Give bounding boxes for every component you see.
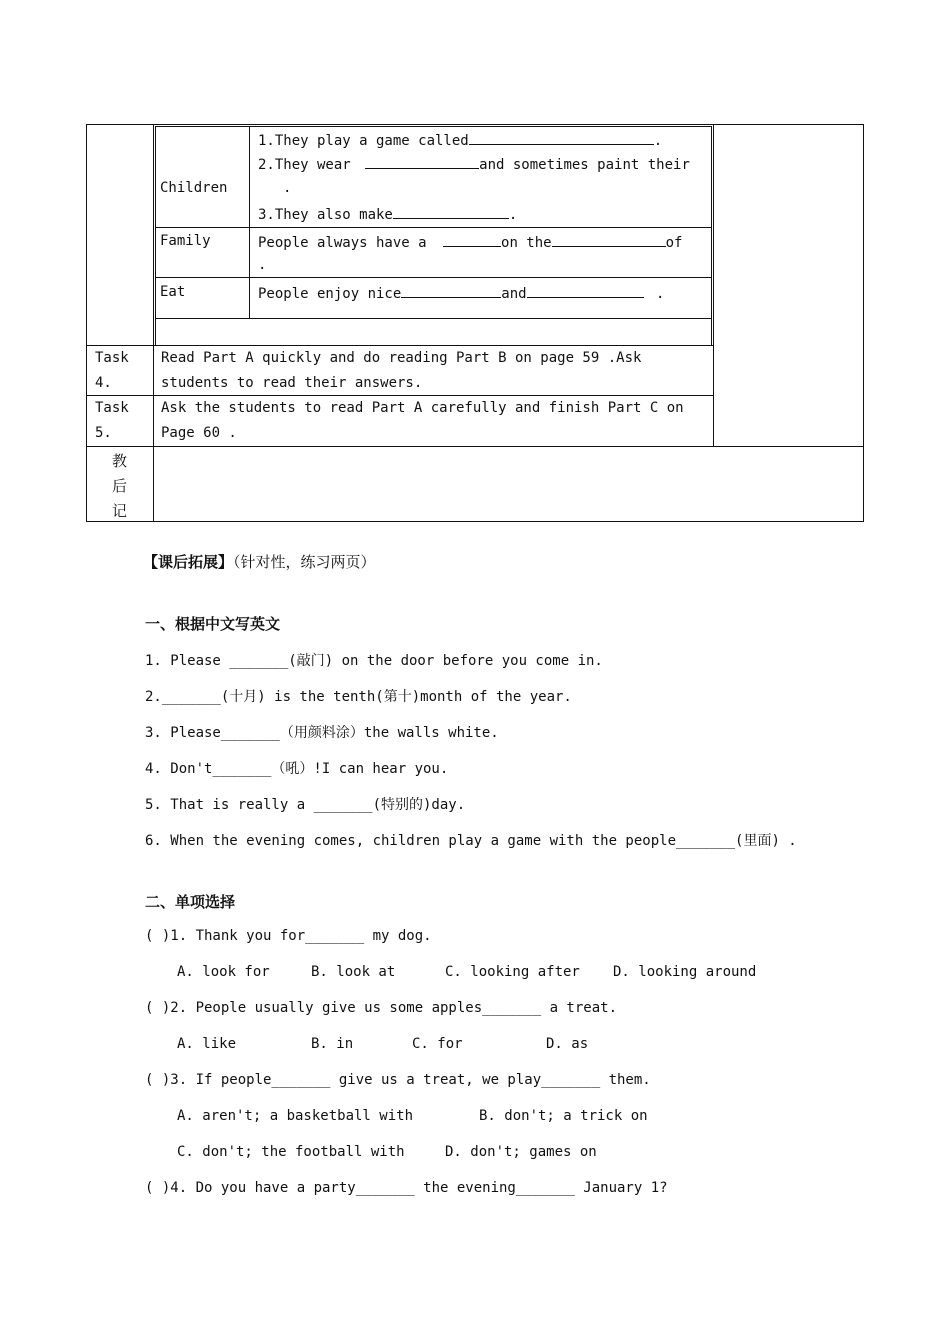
children-item-2-end: . xyxy=(283,180,292,196)
children-item-1: 1.They play a game called . xyxy=(258,133,663,149)
children-label: Children xyxy=(160,180,228,196)
section1-item-2: 2._______(十月) is the tenth(第十)month of the year. xyxy=(145,689,572,705)
section1-title: 一、根据中文写英文 xyxy=(145,615,281,633)
question-2-option-b[interactable]: B. in xyxy=(311,1036,354,1052)
question-1-option-c[interactable]: C. looking after xyxy=(445,964,580,980)
question-1-option-d[interactable]: D. looking around xyxy=(613,964,757,980)
question-3-option-a[interactable]: A. aren't; a basketball with xyxy=(177,1108,414,1124)
extension-heading xyxy=(143,551,376,572)
blank xyxy=(552,233,666,247)
task5-line-2: Page 60 . xyxy=(161,425,237,441)
question-1-option-b[interactable]: B. look at xyxy=(311,964,396,980)
task5-label: Task xyxy=(95,400,129,416)
extension-note: （针对性，练习两页） xyxy=(233,553,376,571)
question-4-stem: ( )4. Do you have a party_______ the evening_______ January 1? xyxy=(145,1180,668,1196)
reflection-char-2: 后 xyxy=(112,477,128,495)
blank xyxy=(393,205,509,219)
table-border-top xyxy=(86,124,864,125)
family-text-end: . xyxy=(258,257,267,273)
question-2-option-a[interactable]: A. like xyxy=(177,1036,237,1052)
reflection-char-3: 记 xyxy=(112,502,128,520)
question-3-option-d[interactable]: D. don't; games on xyxy=(445,1144,597,1160)
children-item-3: 3.They also make . xyxy=(258,207,518,223)
table-border-right xyxy=(863,124,864,522)
inner-row-divider-3 xyxy=(155,318,712,319)
inner-row-divider-1 xyxy=(155,227,712,228)
inner-table-right xyxy=(711,126,712,345)
question-3-option-c[interactable]: C. don't; the football with xyxy=(177,1144,405,1160)
task4-line-2: students to read their answers. xyxy=(161,375,423,391)
family-label: Family xyxy=(160,233,211,249)
row-divider-task4 xyxy=(86,345,714,346)
eat-label: Eat xyxy=(160,284,186,300)
family-text: People always have a on the of xyxy=(258,235,683,251)
inner-table-top xyxy=(155,126,712,127)
section2-title: 二、单项选择 xyxy=(145,893,236,911)
table-col-divider xyxy=(153,124,154,522)
section1-item-6: 6. When the evening comes, children play a game with the people_______(里面) . xyxy=(145,833,797,849)
task4-line-1: Read Part A quickly and do reading Part B on page 59 .Ask xyxy=(161,350,642,366)
question-1-option-a[interactable]: A. look for xyxy=(177,964,270,980)
blank xyxy=(527,284,644,298)
children-item-2: 2.They wear and sometimes paint their xyxy=(258,157,690,173)
task5-line-1: Ask the students to read Part A carefully and finish Part C on xyxy=(161,400,684,416)
inner-table-col xyxy=(249,126,250,318)
question-2-stem: ( )2. People usually give us some apples_______ a treat. xyxy=(145,1000,618,1016)
row-divider-reflection xyxy=(86,446,864,447)
blank xyxy=(365,155,479,169)
extension-title: 【课后拓展】 xyxy=(143,553,234,571)
section1-item-3: 3. Please_______（用颜料涂）the walls white. xyxy=(145,725,499,741)
table-border-left xyxy=(86,124,87,522)
task5-number: 5. xyxy=(95,425,112,441)
question-3-option-b[interactable]: B. don't; a trick on xyxy=(479,1108,648,1124)
question-3-stem: ( )3. If people_______ give us a treat, we play_______ them. xyxy=(145,1072,651,1088)
blank xyxy=(443,233,501,247)
question-2-option-c[interactable]: C. for xyxy=(412,1036,463,1052)
reflection-char-1: 教 xyxy=(112,452,128,470)
table-col-divider-right xyxy=(713,124,714,446)
section1-item-1: 1. Please _______(敲门) on the door before you come in. xyxy=(145,653,603,669)
section1-item-5: 5. That is really a _______(特别的)day. xyxy=(145,797,466,813)
eat-text: People enjoy nice and . xyxy=(258,286,665,302)
row-divider-task5 xyxy=(86,395,714,396)
blank xyxy=(469,131,654,145)
blank xyxy=(401,284,501,298)
table-border-bottom xyxy=(86,521,864,522)
inner-row-divider-2 xyxy=(155,277,712,278)
section1-item-4: 4. Don't_______（吼）!I can hear you. xyxy=(145,761,449,777)
task4-label: Task xyxy=(95,350,129,366)
question-2-option-d[interactable]: D. as xyxy=(546,1036,589,1052)
question-1-stem: ( )1. Thank you for_______ my dog. xyxy=(145,928,432,944)
task4-number: 4. xyxy=(95,375,112,391)
inner-table-left xyxy=(155,126,156,345)
